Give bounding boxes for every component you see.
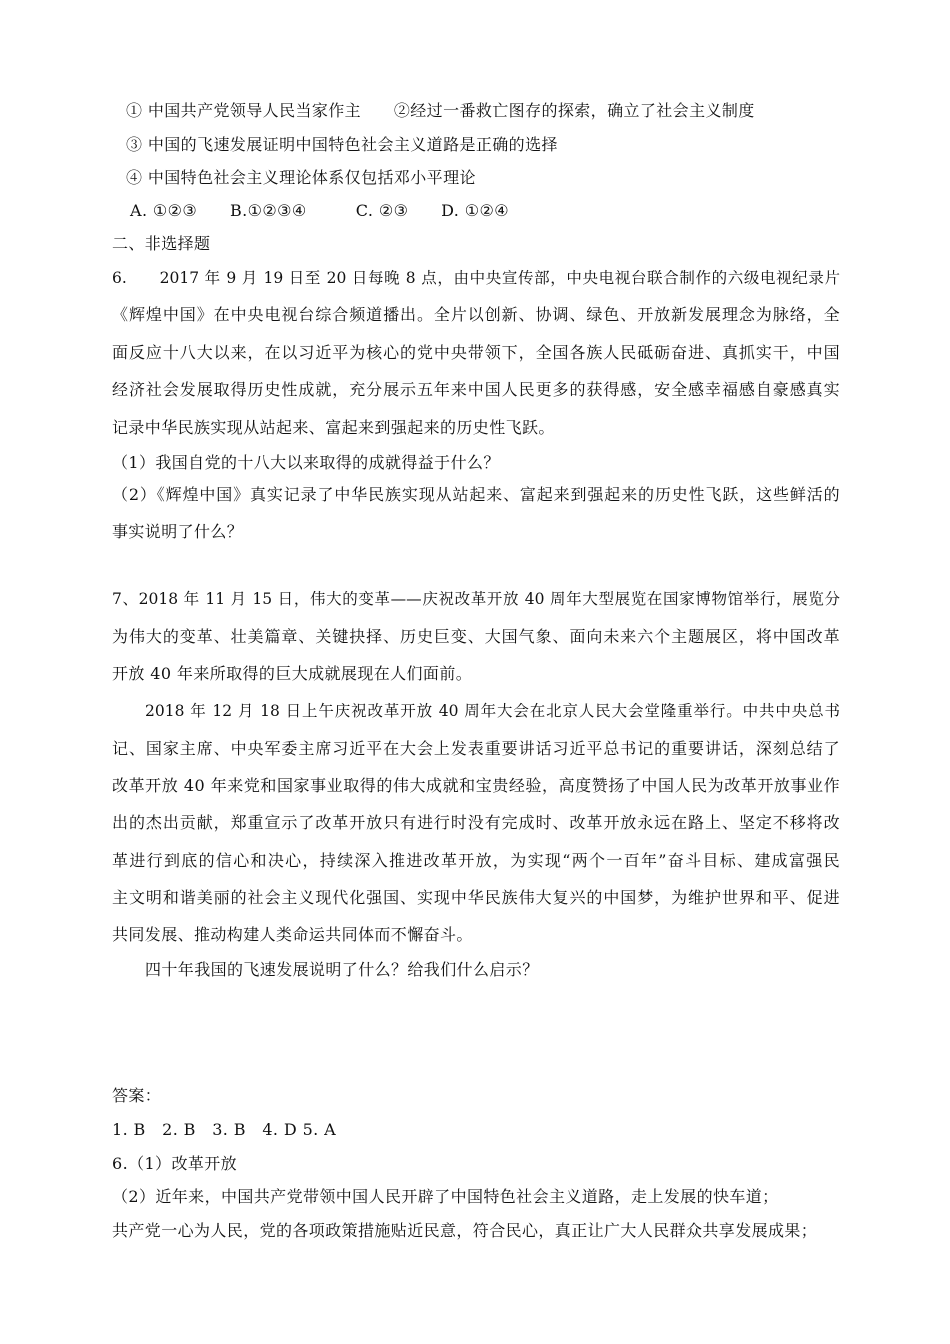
q7-para2-line: 记、国家主席、中央军委主席习近平在大会上发表重要讲话习近平总书记的重要讲话，深刻总结了: [112, 739, 840, 758]
answer-q6-2: （2）近年来，中国共产党带领中国人民开辟了中国特色社会主义道路，走上发展的快车道；: [112, 1187, 779, 1206]
q5-choices: A. ①②③ B.①②③④ C. ②③ D. ①②④: [130, 201, 509, 220]
q7-para2-line: 2018 年 12 月 18 日上午庆祝改革开放 40 周年大会在北京人民大会堂隆重举行。中共中央总书: [145, 702, 840, 720]
q6-stem-line: 6. 2017 年 9 月 19 日至 20 日每晚 8 点，由中央宣传部，中央电视台联合制作的六级电视纪录片: [112, 269, 840, 287]
answer-q6-1: 6.（1）改革开放: [112, 1154, 238, 1173]
q6-stem-line: 面反应十八大以来，在以习近平为核心的党中央带领下，全国各族人民砥砺奋进、真抓实干，中国: [112, 343, 840, 362]
section-heading: 二、非选择题: [112, 234, 211, 253]
q7-para1-line: 开放 40 年来所取得的巨大成就展现在人们面前。: [112, 664, 473, 683]
q7-question: 四十年我国的飞速发展说明了什么？给我们什么启示？: [145, 960, 539, 979]
q7-para2-line: 主文明和谐美丽的社会主义现代化强国、实现中华民族伟大复兴的中国梦，为维护世界和平、促进: [112, 888, 840, 907]
q7-para1-line: 为伟大的变革、壮美篇章、关键抉择、历史巨变、大国气象、面向未来六个主题展区，将中国改革: [112, 627, 840, 646]
q6-subquestion-1: （1）我国自党的十八大以来取得的成就得益于什么？: [112, 453, 500, 472]
q6-subquestion-2: （2）《辉煌中国》真实记录了中华民族实现从站起来、富起来到强起来的历史性飞跃，这些鲜活的: [112, 485, 840, 504]
q5-option-1-2: ① 中国共产党领导人民当家作主 ②经过一番救亡图存的探索，确立了社会主义制度: [126, 101, 755, 120]
answer-q6-2-cont: 共产党一心为人民，党的各项政策措施贴近民意，符合民心，真正让广大人民群众共享发展成果；: [112, 1221, 818, 1240]
q7-para2-line: 出的杰出贡献，郑重宣示了改革开放只有进行时没有完成时、改革开放永远在路上、坚定不移将改: [112, 813, 840, 832]
q5-option-3: ③ 中国的飞速发展证明中国特色社会主义道路是正确的选择: [126, 135, 558, 154]
q7-para2-line: 革进行到底的信心和决心，持续深入推进改革开放，为实现“两个一百年”奋斗目标、建成富强民: [112, 851, 840, 870]
q7-para2-line: 共同发展、推动构建人类命运共同体而不懈奋斗。: [112, 925, 473, 944]
q7-para1-line: 7、2018 年 11 月 15 日，伟大的变革——庆祝改革开放 40 周年大型展览在国家博物馆举行，展览分: [112, 590, 840, 608]
q6-stem-line: 《辉煌中国》在中央电视台综合频道播出。全片以创新、协调、绿色、开放新发展理念为脉络，全: [112, 305, 840, 324]
q6-stem-line: 经济社会发展取得历史性成就，充分展示五年来中国人民更多的获得感，安全感幸福感自豪感真实: [112, 380, 840, 399]
q6-stem-line: 记录中华民族实现从站起来、富起来到强起来的历史性飞跃。: [112, 418, 555, 437]
answers-choices: 1. B 2. B 3. B 4. D 5. A: [112, 1120, 337, 1139]
q5-option-4: ④ 中国特色社会主义理论体系仅包括邓小平理论: [126, 168, 476, 187]
answers-heading: 答案：: [112, 1086, 162, 1105]
q7-para2-line: 改革开放 40 年来党和国家事业取得的伟大成就和宝贵经验，高度赞扬了中国人民为改革开放事业作: [112, 776, 840, 795]
q6-subquestion-2-cont: 事实说明了什么？: [112, 522, 244, 541]
